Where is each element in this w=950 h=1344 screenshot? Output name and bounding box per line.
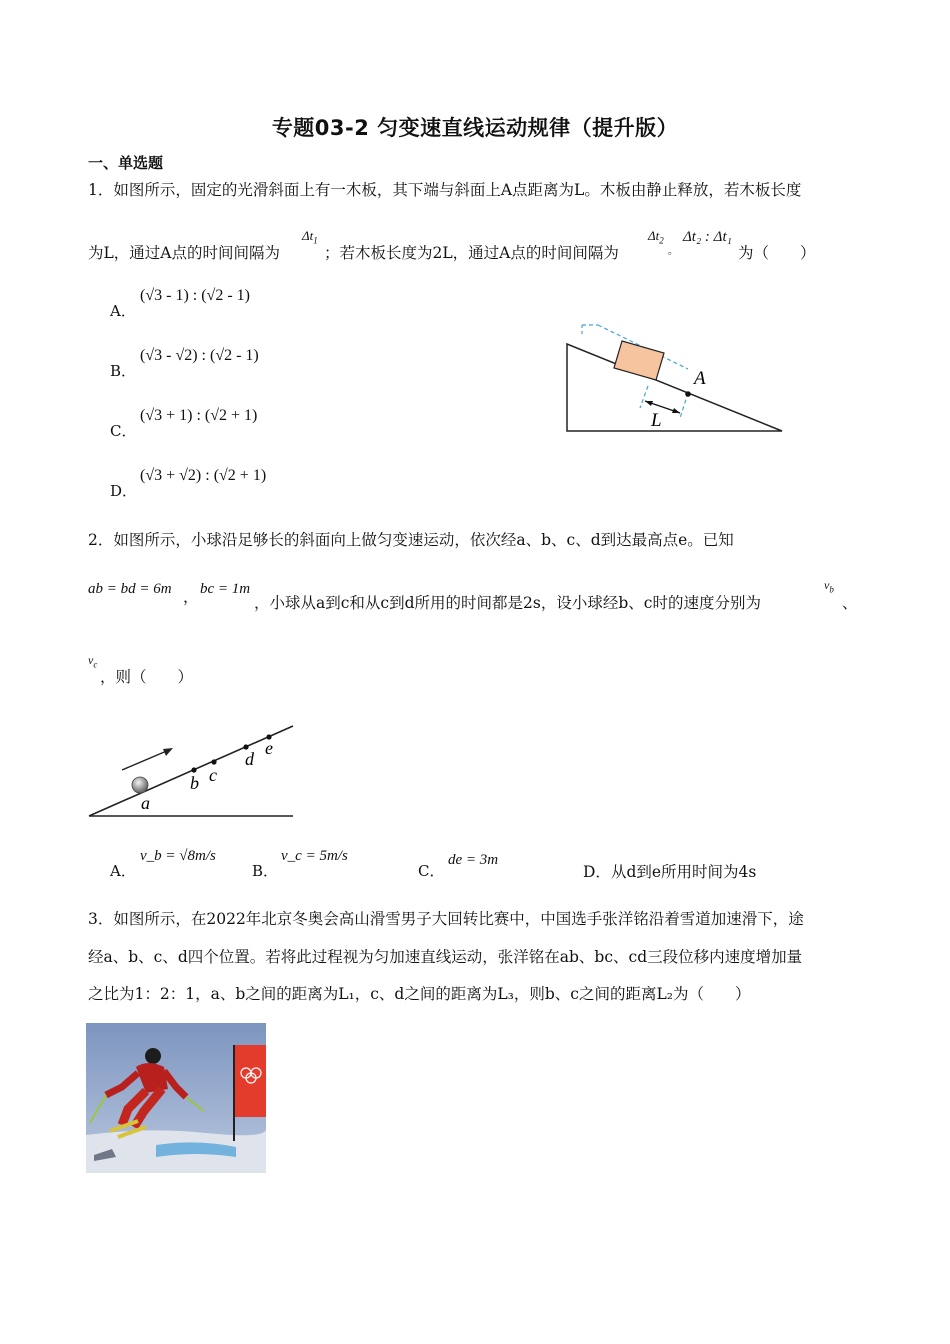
incline-ball-figure [85,718,300,823]
q2-vb: $v_b$ [824,578,834,595]
page-title: 专题03-2 匀变速直线运动规律（提升版） [271,116,679,140]
q2-option-a-label[interactable]: A． [110,862,136,880]
q2-line2: ，小球从a到c和从c到d所用的时间都是2s，设小球经b、c时的速度分别为 [254,594,761,612]
q2-option-c-label[interactable]: C． [418,862,445,880]
q2-option-a-value[interactable]: v_b = √8m/s [140,848,216,864]
q2-option-b-value[interactable]: v_c = 5m/s [281,848,348,864]
point-c-marker [211,759,216,764]
q1-option-c-value[interactable]: (√3 + 1) : (√2 + 1) [140,407,258,424]
q1-line2-a: 为L，通过A点的时间间隔为 [88,244,280,262]
arrow-head-right [672,408,680,413]
point-e-label: e [265,738,273,758]
wooden-block [614,341,664,380]
q1-option-a-value[interactable]: (√3 - 1) : (√2 - 1) [140,287,250,304]
q1-option-c-label[interactable]: C． [110,422,137,440]
point-c-label: c [209,765,217,785]
q2-cond2: bc = 1m [200,581,251,597]
point-a-marker [685,391,691,397]
section-heading: 一、单选题 [88,154,164,172]
q1-option-b-label[interactable]: B． [110,362,137,380]
board-lower-dashed [640,386,648,408]
incline-board-figure [560,318,790,438]
q1-dt1: $\Delta t_1$ [302,228,318,246]
length-l-label: L [651,410,662,431]
q2-option-c-value[interactable]: de = 3m [448,852,499,868]
q3-line2: 经a、b、c、d四个位置。若将此过程视为匀加速直线运动，张洋铭在ab、bc、cd三段位移内速度增加量 [88,948,803,966]
point-b-label: b [190,773,199,793]
q3-line1: 3．如图所示，在2022年北京冬奥会高山滑雪男子大回转比赛中，中国选手张洋铭沿着雪道加速滑下，途 [88,910,804,928]
q1-dot: 。 [668,246,678,257]
q2-vc: $v_c$ [88,653,98,670]
ball [132,777,148,793]
q2-cond1: ab = bd = 6m [88,581,172,597]
incline-triangle [567,344,782,431]
q1-line2-c: 为（ ） [738,244,816,262]
q2-option-b-label[interactable]: B． [252,862,279,880]
point-d-label: d [245,749,254,769]
incline-slope [89,726,293,816]
q1-dt2: $\Delta t_2$ [648,228,664,246]
q1-option-b-value[interactable]: (√3 - √2) : (√2 - 1) [140,347,259,364]
skier-helmet [145,1048,161,1064]
q1-option-d-value[interactable]: (√3 + √2) : (√2 + 1) [140,467,267,484]
q2-line3: ，则（ ） [100,668,194,686]
q2-sep: 、 [842,594,858,612]
motion-arrow-head [163,748,173,756]
point-a-label: a [141,793,150,813]
q1-line2-b: ；若木板长度为2L，通过A点的时间间隔为 [324,244,619,262]
skier-photo [86,1023,266,1173]
q2-comma: ， [183,588,199,606]
motion-arrow [122,750,169,770]
q2-line1: 2．如图所示，小球沿足够长的斜面向上做匀变速运动，依次经a、b、c、d到达最高点e。已知 [88,531,734,549]
point-a-dashed [680,393,688,418]
q1-line1: 1．如图所示，固定的光滑斜面上有一木板，其下端与斜面上A点距离为L。木板由静止释放，若木板长度 [88,181,802,199]
q2-option-d[interactable]: D．从d到e所用时间为4s [583,863,757,881]
point-b-marker [191,767,196,772]
arrow-head-left [645,401,653,406]
q3-line3: 之比为1：2：1，a、b之间的距离为L₁，c、d之间的距离为L₃，则b、c之间的距离L₂为（ ） [88,985,751,1003]
q1-option-d-label[interactable]: D． [110,482,138,500]
point-a-label: A [694,368,706,389]
q1-ratio: Δt₂ : Δt₁ [683,229,732,245]
gate-flag [234,1045,266,1117]
q1-option-a-label[interactable]: A． [110,302,136,320]
